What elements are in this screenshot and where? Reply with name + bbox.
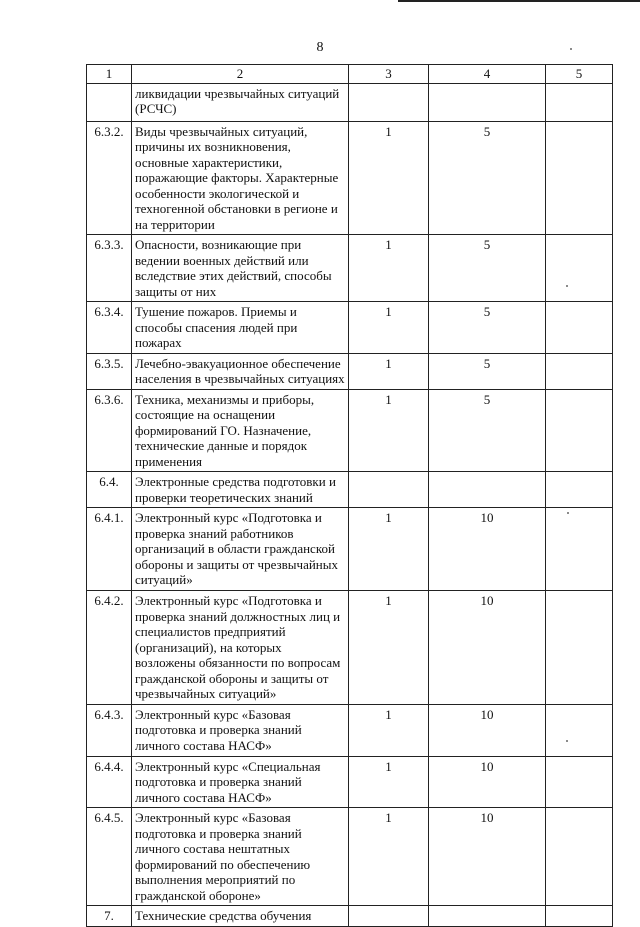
row-title: Опасности, возникающие при ведении военных действий или вследствие этих действий, способы защиты от них [132,235,349,302]
row-col-5 [546,472,613,508]
row-col-3 [349,83,429,121]
row-col-4: 10 [429,808,546,906]
table-row [87,756,613,808]
row-col-5 [546,235,613,302]
row-col-5 [546,808,613,906]
table-row [87,235,613,302]
row-title: Электронный курс «Базовая подготовка и проверка знаний личного состава нештатных формирований по обеспечению выполнения мероприятий по гражданской обороне» [132,808,349,906]
row-col-5 [546,508,613,591]
row-title: Электронные средства подготовки и проверки теоретических знаний [132,472,349,508]
row-col-4 [429,906,546,927]
row-col-4: 5 [429,389,546,472]
row-col-5 [546,591,613,705]
row-col-4 [429,472,546,508]
row-number: 6.3.6. [87,389,132,472]
top-edge-rule [398,0,640,2]
row-col-5 [546,353,613,389]
row-col-3: 1 [349,235,429,302]
header-row [87,65,613,84]
row-number: 6.4.4. [87,756,132,808]
row-col-3: 1 [349,704,429,756]
row-number: 6.3.3. [87,235,132,302]
table-row [87,353,613,389]
row-col-4: 5 [429,121,546,235]
row-number: 6.4. [87,472,132,508]
row-col-5 [546,302,613,354]
header-cell-4: 4 [429,65,546,84]
row-title: Электронный курс «Базовая подготовка и проверка знаний личного состава НАСФ» [132,704,349,756]
row-title: Технические средства обучения [132,906,349,927]
scan-speck [566,740,568,742]
scan-speck [570,48,572,50]
table-row [87,83,613,121]
table-row [87,508,613,591]
row-col-3: 1 [349,591,429,705]
row-col-4 [429,83,546,121]
header-cell-1: 1 [87,65,132,84]
row-col-3 [349,472,429,508]
row-col-3: 1 [349,756,429,808]
row-number: 6.4.3. [87,704,132,756]
table-row [87,808,613,906]
row-title: Электронный курс «Подготовка и проверка знаний должностных лиц и специалистов предприятий (организаций), на которых возложены обязанности по вопросам гражданской обороны и защиты от чрезвычайных ситуаций» [132,591,349,705]
row-col-4: 5 [429,353,546,389]
row-number: 6.4.1. [87,508,132,591]
row-number [87,83,132,121]
row-col-3: 1 [349,353,429,389]
row-col-3: 1 [349,808,429,906]
table-row [87,704,613,756]
row-col-4: 5 [429,302,546,354]
row-title: Электронный курс «Подготовка и проверка знаний работников организаций в области гражданской обороны и защиты от чрезвычайных ситуаций» [132,508,349,591]
row-col-3: 1 [349,121,429,235]
scan-speck [567,512,569,514]
table-row [87,302,613,354]
row-title: Техника, механизмы и приборы, состоящие на оснащении формирований ГО. Назначение, технические данные и порядок применения [132,389,349,472]
header-cell-5: 5 [546,65,613,84]
header-cell-2: 2 [132,65,349,84]
row-col-4: 10 [429,704,546,756]
row-title: Электронный курс «Специальная подготовка и проверка знаний личного состава НАСФ» [132,756,349,808]
table-row [87,906,613,927]
row-col-3: 1 [349,302,429,354]
row-col-5 [546,389,613,472]
curriculum-table [86,64,613,927]
table-body [87,65,613,927]
row-col-5 [546,906,613,927]
row-title: Лечебно-эвакуационное обеспечение населения в чрезвычайных ситуациях [132,353,349,389]
row-col-5 [546,756,613,808]
row-number: 6.4.2. [87,591,132,705]
row-number: 7. [87,906,132,927]
row-col-3: 1 [349,389,429,472]
row-col-3 [349,906,429,927]
row-col-5 [546,704,613,756]
row-number: 6.3.2. [87,121,132,235]
table-row [87,591,613,705]
row-col-4: 10 [429,756,546,808]
row-number: 6.3.5. [87,353,132,389]
table-row [87,472,613,508]
table-row [87,389,613,472]
row-title: Тушение пожаров. Приемы и способы спасения людей при пожарах [132,302,349,354]
row-col-4: 10 [429,591,546,705]
row-number: 6.4.5. [87,808,132,906]
header-cell-3: 3 [349,65,429,84]
table-row [87,121,613,235]
row-number: 6.3.4. [87,302,132,354]
row-title: ликвидации чрезвычайных ситуаций (РСЧС) [132,83,349,121]
scan-speck [566,285,568,287]
row-col-3: 1 [349,508,429,591]
row-col-4: 5 [429,235,546,302]
row-col-5 [546,83,613,121]
page-number: 8 [316,40,324,55]
row-title: Виды чрезвычайных ситуаций, причины их возникновения, основные характеристики, поражающие факторы. Характерные особенности экологической и техногенной обстановки в регионе и на территории [132,121,349,235]
row-col-4: 10 [429,508,546,591]
row-col-5 [546,121,613,235]
